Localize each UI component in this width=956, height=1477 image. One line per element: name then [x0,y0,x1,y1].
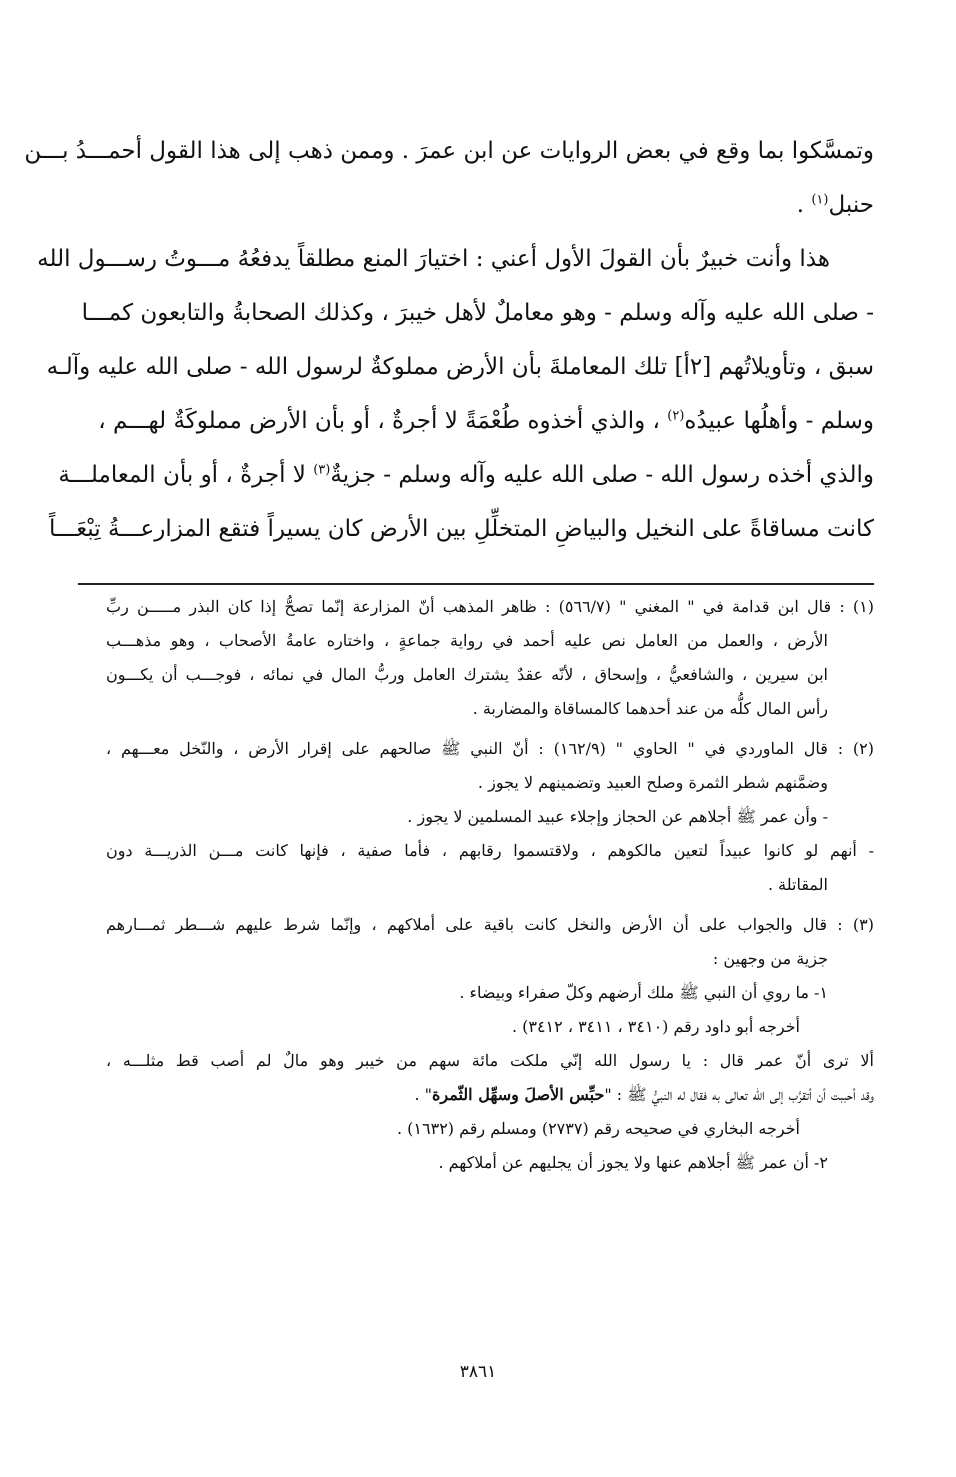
footnote-line: (١) : قال ابن قدامة في " المغني " (٥٦٦/٧) : ظاهر المذهب أنّ المزارعة إنّما تصحُّ إذا كان البذر مـــــن ربِّ [106,597,875,616]
footnote-line: أخرجه البخاري في صحيحه رقم (٢٧٣٧) ومسلم رقم (١٦٣٢) . [396,1119,800,1138]
footnote-line: أخرجه أبو داود رقم (٣٤١٠ ، ٣٤١١ ، ٣٤١٢) . [511,1017,800,1036]
body-line: سبق ، وتأويلاتُهم [٢أ] تلك المعاملةَ بأن الأرض مملوكةٌ لرسول الله - صلى الله عليه وآلـه [46,354,874,380]
body-line: كانت مساقاةً على النخيل والبياضِ المتخلِّلِ بين الأرض كان يسيراً فتقع المزارعـــةُ تِبْعَـــاً [48,516,874,542]
footnote-line: (٢) : قال الماوردي في " الحاوي " (١٦٢/٩) : أنّ النبي ﷺ صالحهم على إقرار الأرض ، والنّخل معـــهم ، [106,739,874,758]
footnote-1 [106,590,874,726]
footnote-line: - أنهم لو كانوا عبيداً لتعين مالكوهم ، ولاقتسموا رقابهم ، فأما صفية ، فإنها كانت مـــن الذريـــة دون [106,841,874,860]
footnote-line: المقاتلة . [767,875,828,894]
footnote-ref: (٢) [667,408,685,424]
footnote-line: (٣) : قال والجواب على أن الأرض والنخل كانت باقية على أملاكهم ، وإنّما شرط عليهم شـــطر ثمـــارهم [106,915,874,934]
body-line: وسلم - وأهلُها عبيدُه$^{(٢)}$ ، والذي أخذوه طُعْمَةً لا أجرةٌ ، أو بأن الأرض مملوكَةٌ لهـــم ، [98,408,874,434]
footnote-line: جزية من وجهين : [712,949,828,968]
page-number: ٣٨٦١ [459,1362,497,1382]
footnote-line: الأرض ، والعمل من العامل نص عليه أحمد في رواية جماعةٍ ، واختاره عامةُ الأصحاب ، وهو مذهـــب [106,631,828,650]
footnote-line: وضمَّنهم شطر الثمرة وصلح العبيد وتضمينهم لا يجوز . [477,773,828,792]
body-line: وتمسَّكوا بما وقع في بعض الروايات عن ابن عمرَ . وممن ذهب إلى هذا القول أحمـــدُ بـــن [24,138,874,164]
footnote-line: وقد أحببت أن أتقرَّب إلى الله تعالى به فقال له النبيُّ ﷺ : "حبِّس الأصلَ وسهِّل الثّمرة" . [414,1085,874,1104]
footnote-line: ٢- أن عمر ﷺ أجلاهم عنها ولا يجوز أن يجليهم عن أملاكهم . [438,1153,828,1172]
footnote-ref: (١) [811,192,829,208]
footnote-line: ألا ترى أنّ عمر قال : يا رسول الله إنّي ملكت مائة سهم من خيبر وهو مالٌ لم أصب قط مثلـــه ، [106,1051,874,1070]
footnote-ref: (٣) [313,462,331,478]
footnote-3 [106,908,874,1180]
hadith-quote: حبِّس الأصلَ وسهِّل الثّمرة [432,1085,605,1104]
body-line: والذي أخذه رسول الله - صلى الله عليه وآله وسلم - جزيةٌ$^{(٣)}$ لا أجرةٌ ، أو بأن المعاملـــة [58,462,874,488]
footnote-separator [78,583,874,585]
main-text [24,124,874,556]
footnotes [106,590,874,1180]
footnote-line: رأس المال كلُّه من عند أحدهما كالمساقاة والمضاربة . [472,699,828,718]
footnote-line: ١- ما روي أن النبي ﷺ ملك أرضهم وكلّ صفراء وبيضاء . [459,983,828,1002]
body-line: حنبل$^{(١)}$ . [796,192,874,218]
footnote-2 [106,732,874,902]
body-line: - صلى الله عليه وآله وسلم - وهو معاملٌ لأهل خيبرَ ، وكذلك الصحابةُ والتابعون كمـــا [81,300,874,326]
footnote-line: ابن سيرين ، والشافعيُّ ، وإسحاق ، لأنّه عقدٌ يشترك العامل وربُّ المال في نمائه ، فوجـــب أن يكـــون [106,665,828,684]
footnote-line: - وأن عمر ﷺ أجلاهم عن الحجاز وإجلاء عبيد المسلمين لا يجوز . [407,807,828,826]
body-line: هذا وأنت خبيرٌ بأن القولَ الأول أعني : اختيارَ المنع مطلقاً يدفعُهُ مـــوتُ رســـول الله [37,246,830,272]
